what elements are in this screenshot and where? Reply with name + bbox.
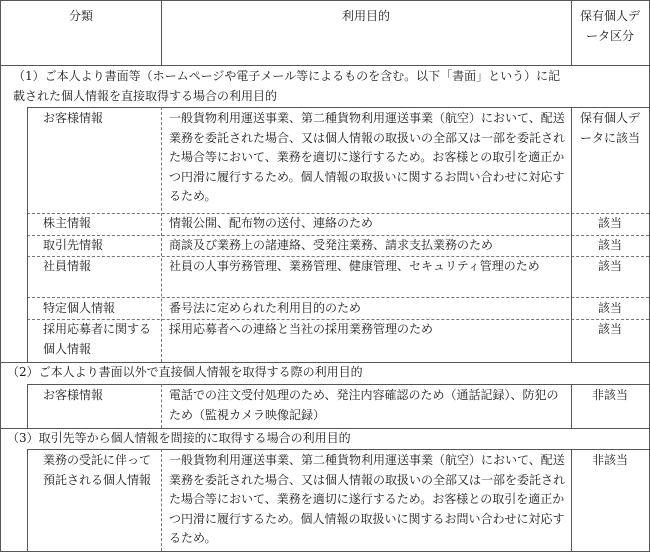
s1-row2-category: 株主情報 [43,216,92,230]
s1-row6-category: 採用応募者に関する個人情報 [43,322,152,356]
s2-row1-status: 非該当 [591,388,628,402]
header-category: 分類 [68,9,93,23]
s1-row5-status: 該当 [597,301,622,315]
s3-row1-category: 業務の受託に伴って預託される個人情報 [43,453,152,487]
s1-row5-category: 特定個人情報 [43,301,116,315]
s1-row2-purpose: 情報公開、配布物の送付、連絡のため [169,216,374,230]
s1-row1-status: 保有個人データに該当 [579,111,640,145]
section-1-title: （1）ご本人より書面等（ホームページや電子メール等によるものを含む。以下「書面」という）に記載された個人情報を直接取得する場合の利用目的 [13,69,561,103]
s1-row4-status: 該当 [597,259,622,273]
section-3-title: （3）取引先等から個人情報を間接的に取得する場合の利用目的 [7,431,351,445]
s1-row1-purpose: 一般貨物利用運送事業、第二種貨物利用運送事業（航空）において、配送業務を委託された場合、又は個人情報の取扱いの全部又は一部を委託された場合等において、業務を適切に遂行するため。お客様との取引を適正かつ円滑に履行するため。個人情報の取扱いに関するお問い合わせに対応するため。 [169,111,566,203]
s1-row3-status: 該当 [597,238,622,252]
s1-row1-category: お客様情報 [43,111,104,125]
s1-row4-purpose: 社員の人事労務管理、業務管理、健康管理、セキュリティ管理のため [169,259,540,273]
header-purpose: 利用目的 [341,9,390,23]
s1-row2-status: 該当 [597,216,622,230]
s1-row3-purpose: 商談及び業務上の諸連絡、受発注業務、請求支払業務のため [169,238,494,252]
s1-row6-purpose: 採用応募者への連絡と当社の採用業務管理のため [169,322,434,336]
s1-row5-purpose: 番号法に定められた利用目的のため [169,301,362,315]
s1-row4-category: 社員情報 [43,259,92,273]
s3-row1-status: 非該当 [591,453,628,467]
header-holding: 保有個人データ区分 [579,9,640,43]
s1-row6-status: 該当 [597,322,622,336]
s1-row3-category: 取引先情報 [43,238,104,252]
s3-row1-purpose: 一般貨物利用運送事業、第二種貨物利用運送事業（航空）において、配送業務を委託された場合、又は個人情報の取扱いの全部又は一部を委託された場合等において、業務を適切に遂行するため。お客様との取引を適正かつ円滑に履行するため。個人情報の取扱いに関するお問い合わせに対応するため。 [169,453,566,545]
s2-row1-purpose: 電話での注文受付処理のため、発注内容確認のため（通話記録）、防犯のため（監視カメラ映像記録） [169,388,559,422]
s2-row1-category: お客様情報 [43,388,104,402]
section-2-title: （2）ご本人より書面以外で直接個人情報を取得する際の利用目的 [7,365,363,379]
